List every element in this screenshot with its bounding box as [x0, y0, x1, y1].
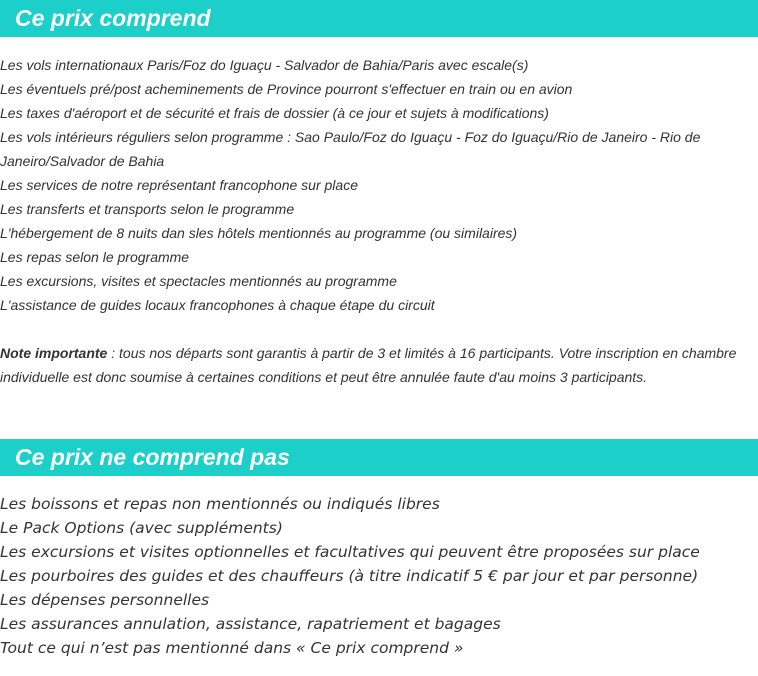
list-item: Les repas selon le programme	[0, 249, 190, 265]
included-section-title: Ce prix comprend	[0, 0, 758, 37]
important-note	[0, 341, 758, 389]
included-list	[0, 53, 758, 317]
list-item: Les excursions et visites optionnelles et facultatives qui peuvent être proposées sur place	[0, 543, 700, 561]
list-item: Le Pack Options (avec suppléments)	[0, 519, 283, 537]
list-item: Les transferts et transports selon le programme	[0, 201, 295, 217]
list-item: Les excursions, visites et spectacles mentionnés au programme	[0, 273, 397, 289]
list-item: Les services de notre représentant francophone sur place	[0, 177, 358, 193]
list-item: Les boissons et repas non mentionnés ou indiqués libres	[0, 495, 440, 513]
list-item: Les taxes d'aéroport et de sécurité et frais de dossier (à ce jour et sujets à modifications)	[0, 105, 549, 121]
list-item: L'hébergement de 8 nuits dan sles hôtels mentionnés au programme (ou similaires)	[0, 225, 518, 241]
list-item: Les éventuels pré/post acheminements de Province pourront s'effectuer en train ou en avion	[0, 81, 573, 97]
list-item: Tout ce qui n’est pas mentionné dans « Ce prix comprend »	[0, 639, 464, 657]
excluded-section-title: Ce prix ne comprend pas	[0, 439, 758, 476]
excluded-list	[0, 492, 758, 660]
list-item: Les dépenses personnelles	[0, 591, 210, 609]
list-item: Les pourboires des guides et des chauffeurs (à titre indicatif 5 € par jour et par personne)	[0, 567, 699, 585]
note-label: Note importante	[0, 345, 108, 361]
list-item: Les vols intérieurs réguliers selon programme : Sao Paulo/Foz do Iguaçu - Foz do Iguaçu/Rio de Janeiro - Rio de Janeiro/Salvador de Bahia	[0, 129, 701, 169]
list-item: L'assistance de guides locaux francophones à chaque étape du circuit	[0, 297, 435, 313]
list-item: Les vols internationaux Paris/Foz do Iguaçu - Salvador de Bahia/Paris avec escale(s)	[0, 57, 529, 73]
list-item: Les assurances annulation, assistance, rapatriement et bagages	[0, 615, 501, 633]
note-text: : tous nos départs sont garantis à partir de 3 et limités à 16 participants. Votre inscription en chambre individuelle est donc soumise à certaines conditions et peut être annulée faute d'au moins 3 participants.	[0, 345, 737, 385]
